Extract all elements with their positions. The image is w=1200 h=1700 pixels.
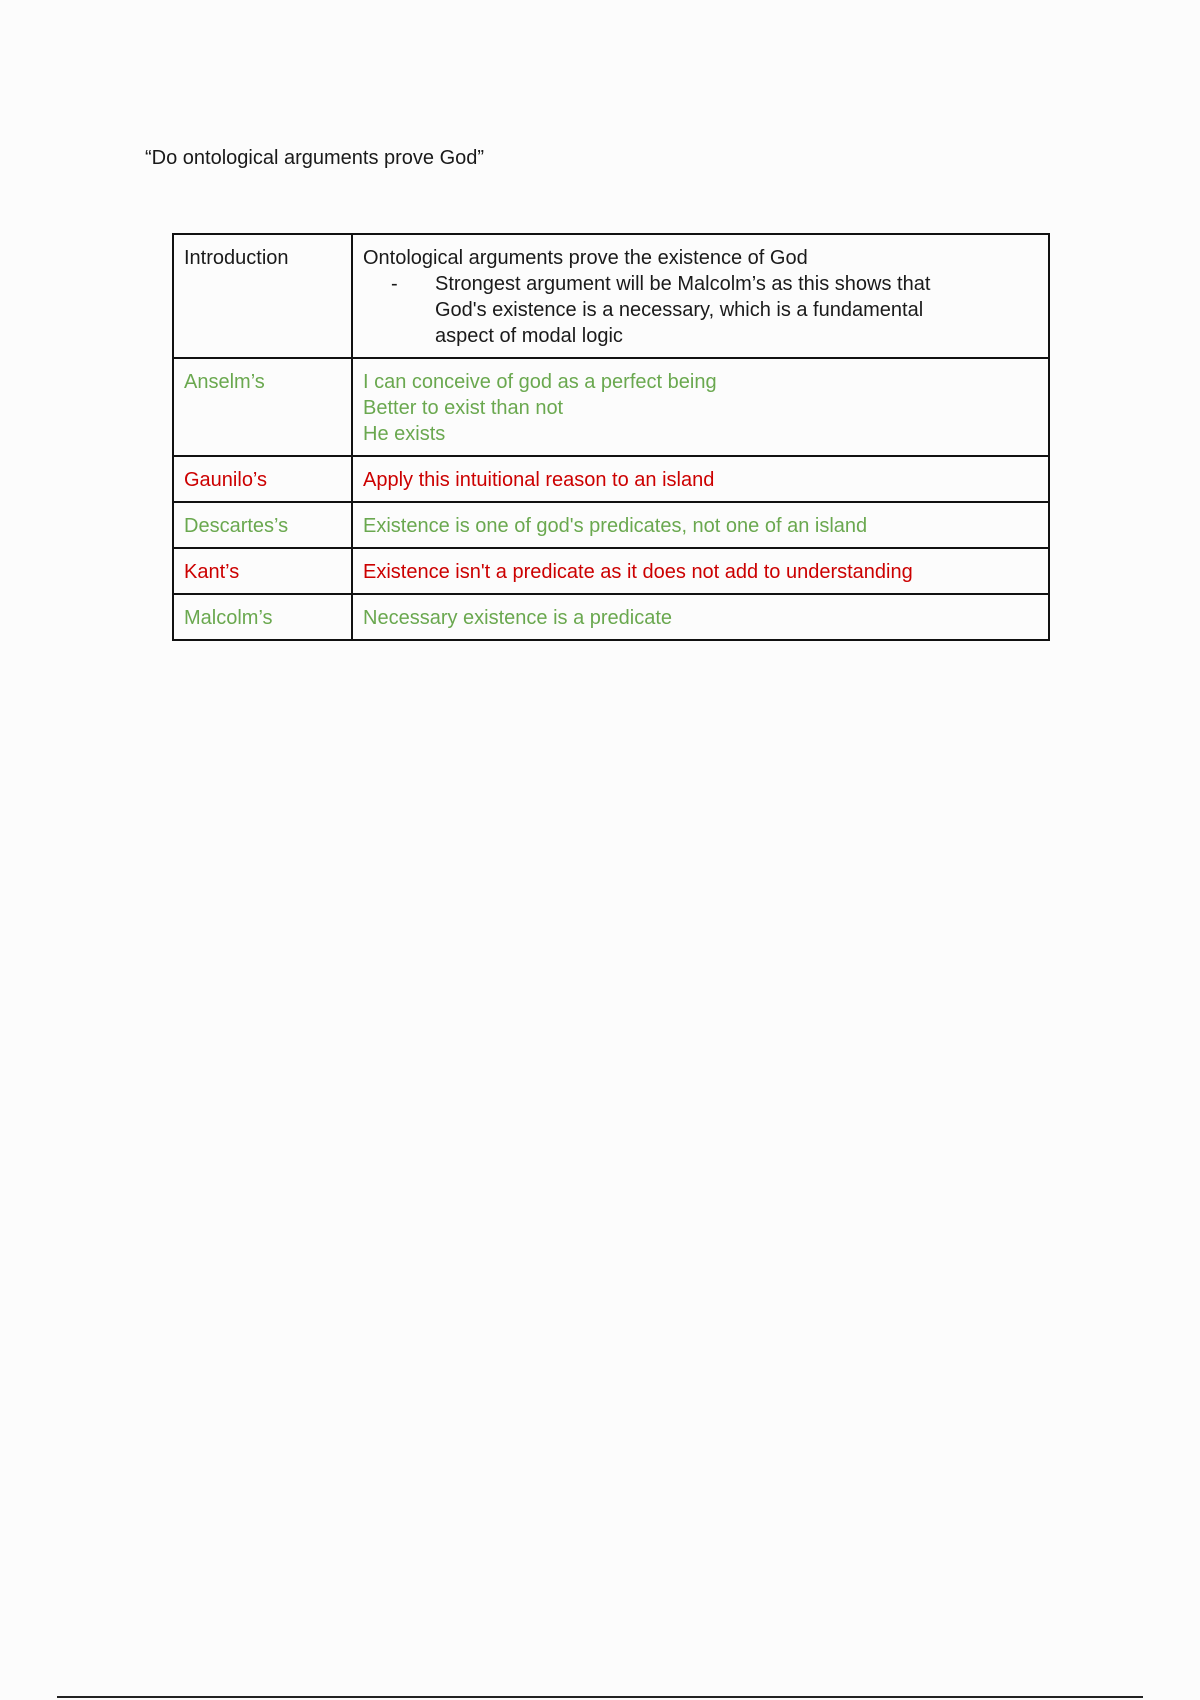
row-label-gaunilo — [173, 456, 352, 502]
table-row-introduction — [173, 234, 1049, 358]
row-label-text: Descartes’s — [184, 515, 289, 537]
row-content-line: I can conceive of god as a perfect being — [363, 371, 717, 393]
row-content-line: He exists — [363, 423, 446, 445]
table-row-kant — [173, 548, 1049, 594]
row-content-line: Necessary existence is a predicate — [363, 607, 673, 629]
document-title: “Do ontological arguments prove God” — [145, 147, 485, 169]
row-content-malcolm — [352, 594, 1049, 640]
bullet-line: God's existence is a necessary, which is a fundamental — [435, 299, 924, 321]
row-content-gaunilo — [352, 456, 1049, 502]
row-content-introduction — [352, 234, 1049, 358]
essay-plan-table — [172, 233, 1050, 641]
row-content-line: Existence is one of god's predicates, not one of an island — [363, 515, 868, 537]
bullet-text — [435, 271, 1038, 349]
page-bottom-rule — [57, 1696, 1143, 1698]
row-label-text: Kant’s — [184, 561, 240, 583]
table-row-gaunilo — [173, 456, 1049, 502]
row-label-introduction — [173, 234, 352, 358]
row-label-text: Malcolm’s — [184, 607, 273, 629]
row-label-text: Anselm’s — [184, 371, 265, 393]
table-row-anselm — [173, 358, 1049, 456]
row-label-kant — [173, 548, 352, 594]
bullet-marker: - — [391, 273, 398, 295]
row-content-line: Better to exist than not — [363, 397, 564, 419]
row-label-text: Gaunilo’s — [184, 469, 268, 491]
bullet-line: aspect of modal logic — [435, 325, 623, 347]
row-label-descartes — [173, 502, 352, 548]
table-row-malcolm — [173, 594, 1049, 640]
bullet-item — [363, 271, 1038, 349]
row-label-anselm — [173, 358, 352, 456]
row-label-text: Introduction — [184, 247, 289, 269]
bullet-line: Strongest argument will be Malcolm’s as this shows that — [435, 273, 931, 295]
row-label-malcolm — [173, 594, 352, 640]
row-content-anselm — [352, 358, 1049, 456]
table-row-descartes — [173, 502, 1049, 548]
row-content-descartes — [352, 502, 1049, 548]
row-content-kant — [352, 548, 1049, 594]
row-content-line: Apply this intuitional reason to an island — [363, 469, 715, 491]
row-content-line: Existence isn't a predicate as it does not add to understanding — [363, 561, 913, 583]
thesis-statement: Ontological arguments prove the existence of God — [363, 247, 808, 269]
